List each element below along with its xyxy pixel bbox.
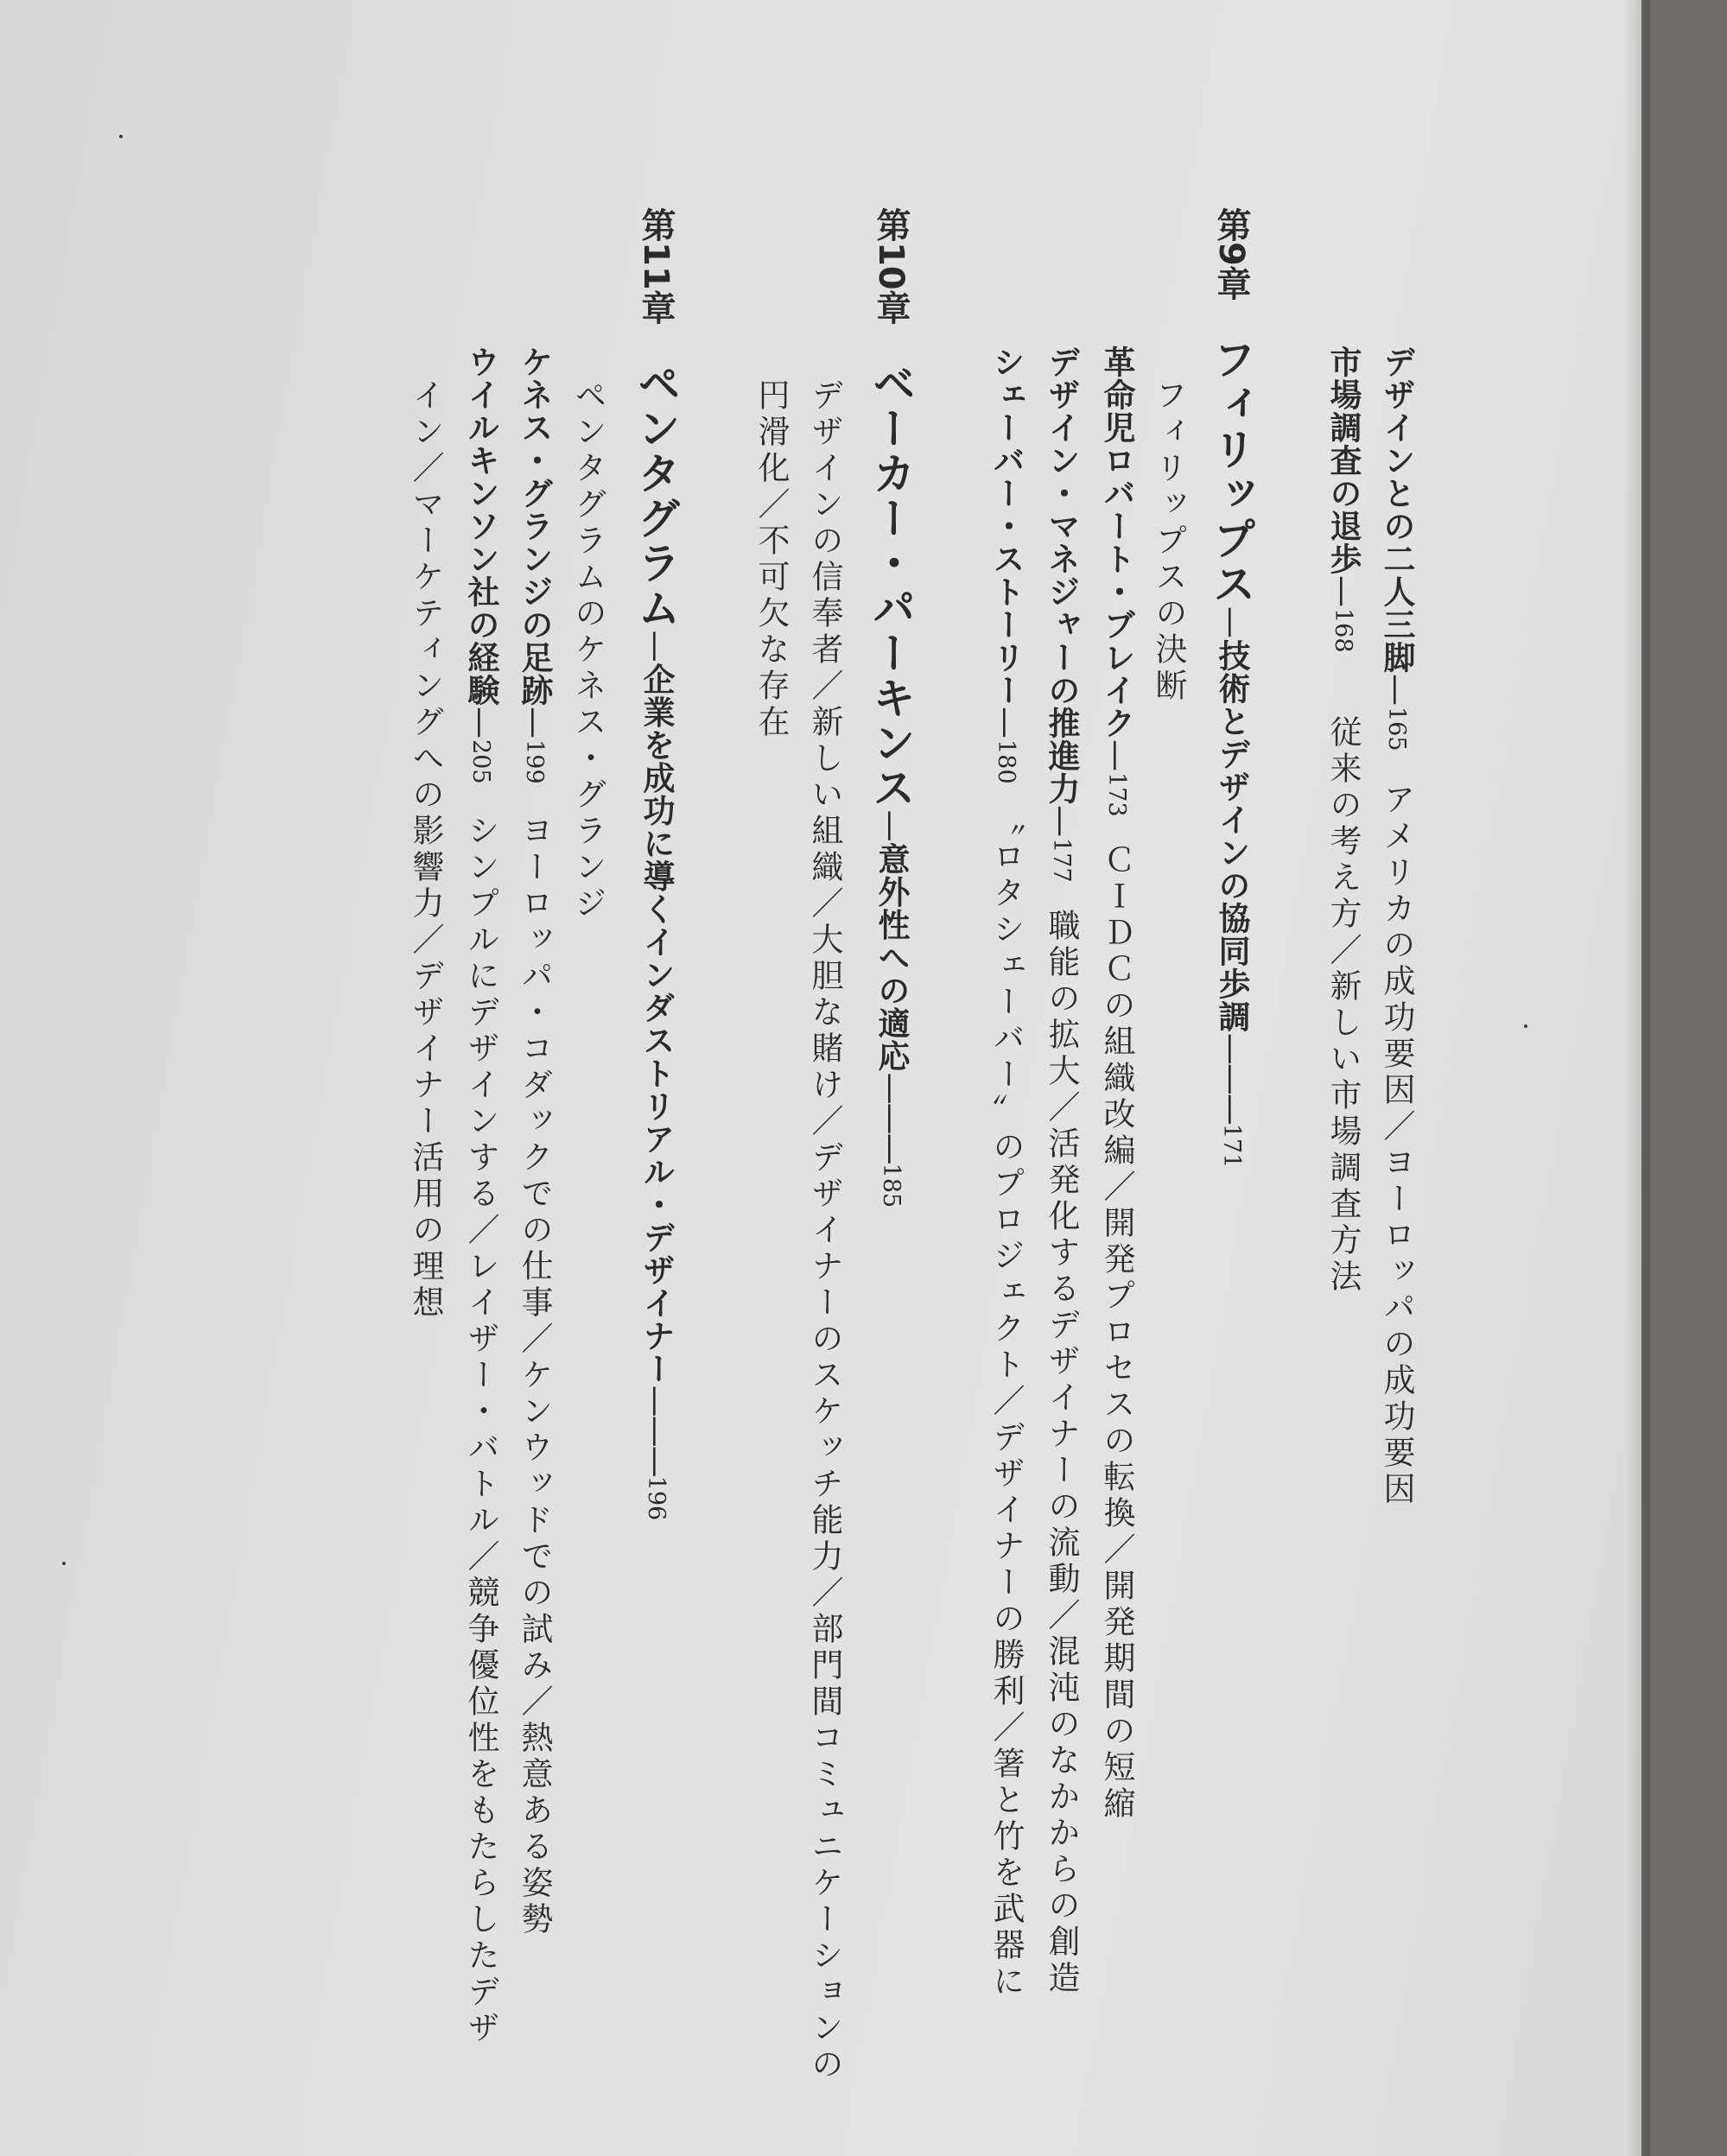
page-number: 171 bbox=[1218, 1123, 1245, 1169]
toc-entry-line bbox=[407, 378, 444, 1322]
toc-entry-title: デザイン・マネジャーの推進力 bbox=[1043, 346, 1080, 805]
toc-entry-line bbox=[1043, 346, 1080, 1997]
page-number: 177 bbox=[1048, 838, 1075, 883]
toc-entry-line bbox=[987, 346, 1025, 2001]
toc-entry-title: デザインとの二人三脚 bbox=[1378, 346, 1415, 674]
page-number: 165 bbox=[1383, 707, 1410, 751]
leader-dash: — bbox=[1098, 739, 1135, 772]
page-number: 180 bbox=[993, 739, 1019, 784]
toc-entry-line bbox=[752, 378, 790, 741]
leader-line: ——— bbox=[873, 1072, 910, 1164]
toc-entry-subtopics: シンプルにデザインする／レイザー・バトル／競争優位性をもたらしたデザ bbox=[462, 813, 499, 2047]
chapter-subtitle: 意外性への適応 bbox=[873, 842, 910, 1073]
speck bbox=[1524, 1024, 1527, 1028]
chapter-subtitle: 企業を成功に導くインダストリアル・デザイナー bbox=[638, 663, 675, 1386]
leader-dash: — bbox=[987, 707, 1025, 739]
leader-dash: — bbox=[1213, 606, 1250, 639]
chapter-label: 第9章 bbox=[1211, 207, 1251, 301]
chapter-label: 第11章 bbox=[636, 207, 676, 325]
toc-entry-text: ペンタグラムのケネス・グランジ bbox=[569, 378, 606, 923]
toc-entry-subtopics: アメリカの成功要因／ヨーロッパの成功要因 bbox=[1378, 782, 1415, 1508]
leader-dash: — bbox=[873, 809, 910, 843]
leader-line: ——— bbox=[1213, 1032, 1250, 1124]
chapter-title: フィリップス bbox=[1206, 336, 1256, 606]
toc-entry-line bbox=[1098, 346, 1135, 1823]
toc-entry-subtopics: 従来の考え方／新しい市場調査方法 bbox=[1324, 714, 1362, 1296]
page-number: 205 bbox=[467, 739, 494, 784]
chapter-9-heading bbox=[1206, 207, 1256, 1169]
chapter-subtitle: 技術とデザインの協同歩調 bbox=[1213, 638, 1250, 1033]
toc-entry-subtopics: ヨーロッパ・コダックでの仕事／ケンウッドでの試み／熱意ある姿勢 bbox=[516, 813, 553, 1938]
toc-entry-subtopics: 職能の拡大／活発化するデザイナーの流動／混沌のなかからの創造 bbox=[1043, 908, 1080, 1997]
page-number: 173 bbox=[1103, 772, 1130, 817]
leader-dash: — bbox=[1378, 674, 1415, 707]
toc-entry-line bbox=[1378, 346, 1415, 1508]
toc-entry-title: 革命児ロバート・ブレイク bbox=[1098, 346, 1135, 739]
page-number: 168 bbox=[1330, 608, 1356, 653]
toc-entry-line bbox=[569, 378, 606, 923]
toc-entry-title: ケネス・グランジの足跡 bbox=[516, 346, 553, 707]
toc-entry-text: フィリップスの決断 bbox=[1150, 378, 1187, 705]
toc-entry-line bbox=[462, 346, 499, 2047]
toc-entry-title: 市場調査の退歩 bbox=[1324, 346, 1362, 575]
leader-dash: — bbox=[462, 707, 499, 739]
toc-entry-subtopics: ＣＩＤＣの組織改編／開発プロセスの転換／開発期間の短縮 bbox=[1098, 842, 1135, 1823]
leader-dash: — bbox=[1324, 575, 1362, 608]
toc-entry-line bbox=[516, 346, 553, 1938]
chapter-title: ペンタグラム bbox=[631, 360, 681, 631]
leader-dash: — bbox=[638, 630, 675, 663]
toc-entry-text: デザインの信奉者／新しい組織／大胆な賭け／デザイナーのスケッチ能力／部門間コミュニケーションの bbox=[806, 378, 843, 2083]
page-edge-shadow bbox=[1624, 0, 1650, 2156]
toc-entry-line bbox=[1324, 346, 1362, 1296]
chapter-11-heading bbox=[631, 207, 681, 1521]
leader-dash: — bbox=[1043, 805, 1080, 838]
speck bbox=[119, 135, 123, 138]
speck bbox=[62, 1562, 66, 1565]
leader-dash: — bbox=[516, 707, 553, 739]
page-number: 196 bbox=[643, 1475, 670, 1521]
toc-entry-text: イン／マーケティングへの影響力／デザイナー活用の理想 bbox=[407, 378, 444, 1322]
page-number: 199 bbox=[521, 739, 548, 784]
toc-entry-subtopics: 〝ロタシェーバー〟のプロジェクト／デザイナーの勝利／箸と竹を武器に bbox=[987, 802, 1025, 2001]
toc-entry-title: シェーバー・ストーリー bbox=[987, 346, 1025, 707]
chapter-10-heading bbox=[866, 207, 916, 1208]
leader-line: ——— bbox=[638, 1385, 675, 1476]
toc-entry-line bbox=[806, 378, 843, 2083]
page-number: 185 bbox=[878, 1163, 905, 1208]
chapter-title: ベーカー・パーキンス bbox=[866, 360, 916, 810]
toc-entry-title: ウイルキンソン社の経験 bbox=[462, 346, 499, 707]
toc-entry-line bbox=[1150, 378, 1187, 705]
chapter-label: 第10章 bbox=[871, 207, 911, 325]
toc-entry-text: 円滑化／不可欠な存在 bbox=[752, 378, 790, 741]
